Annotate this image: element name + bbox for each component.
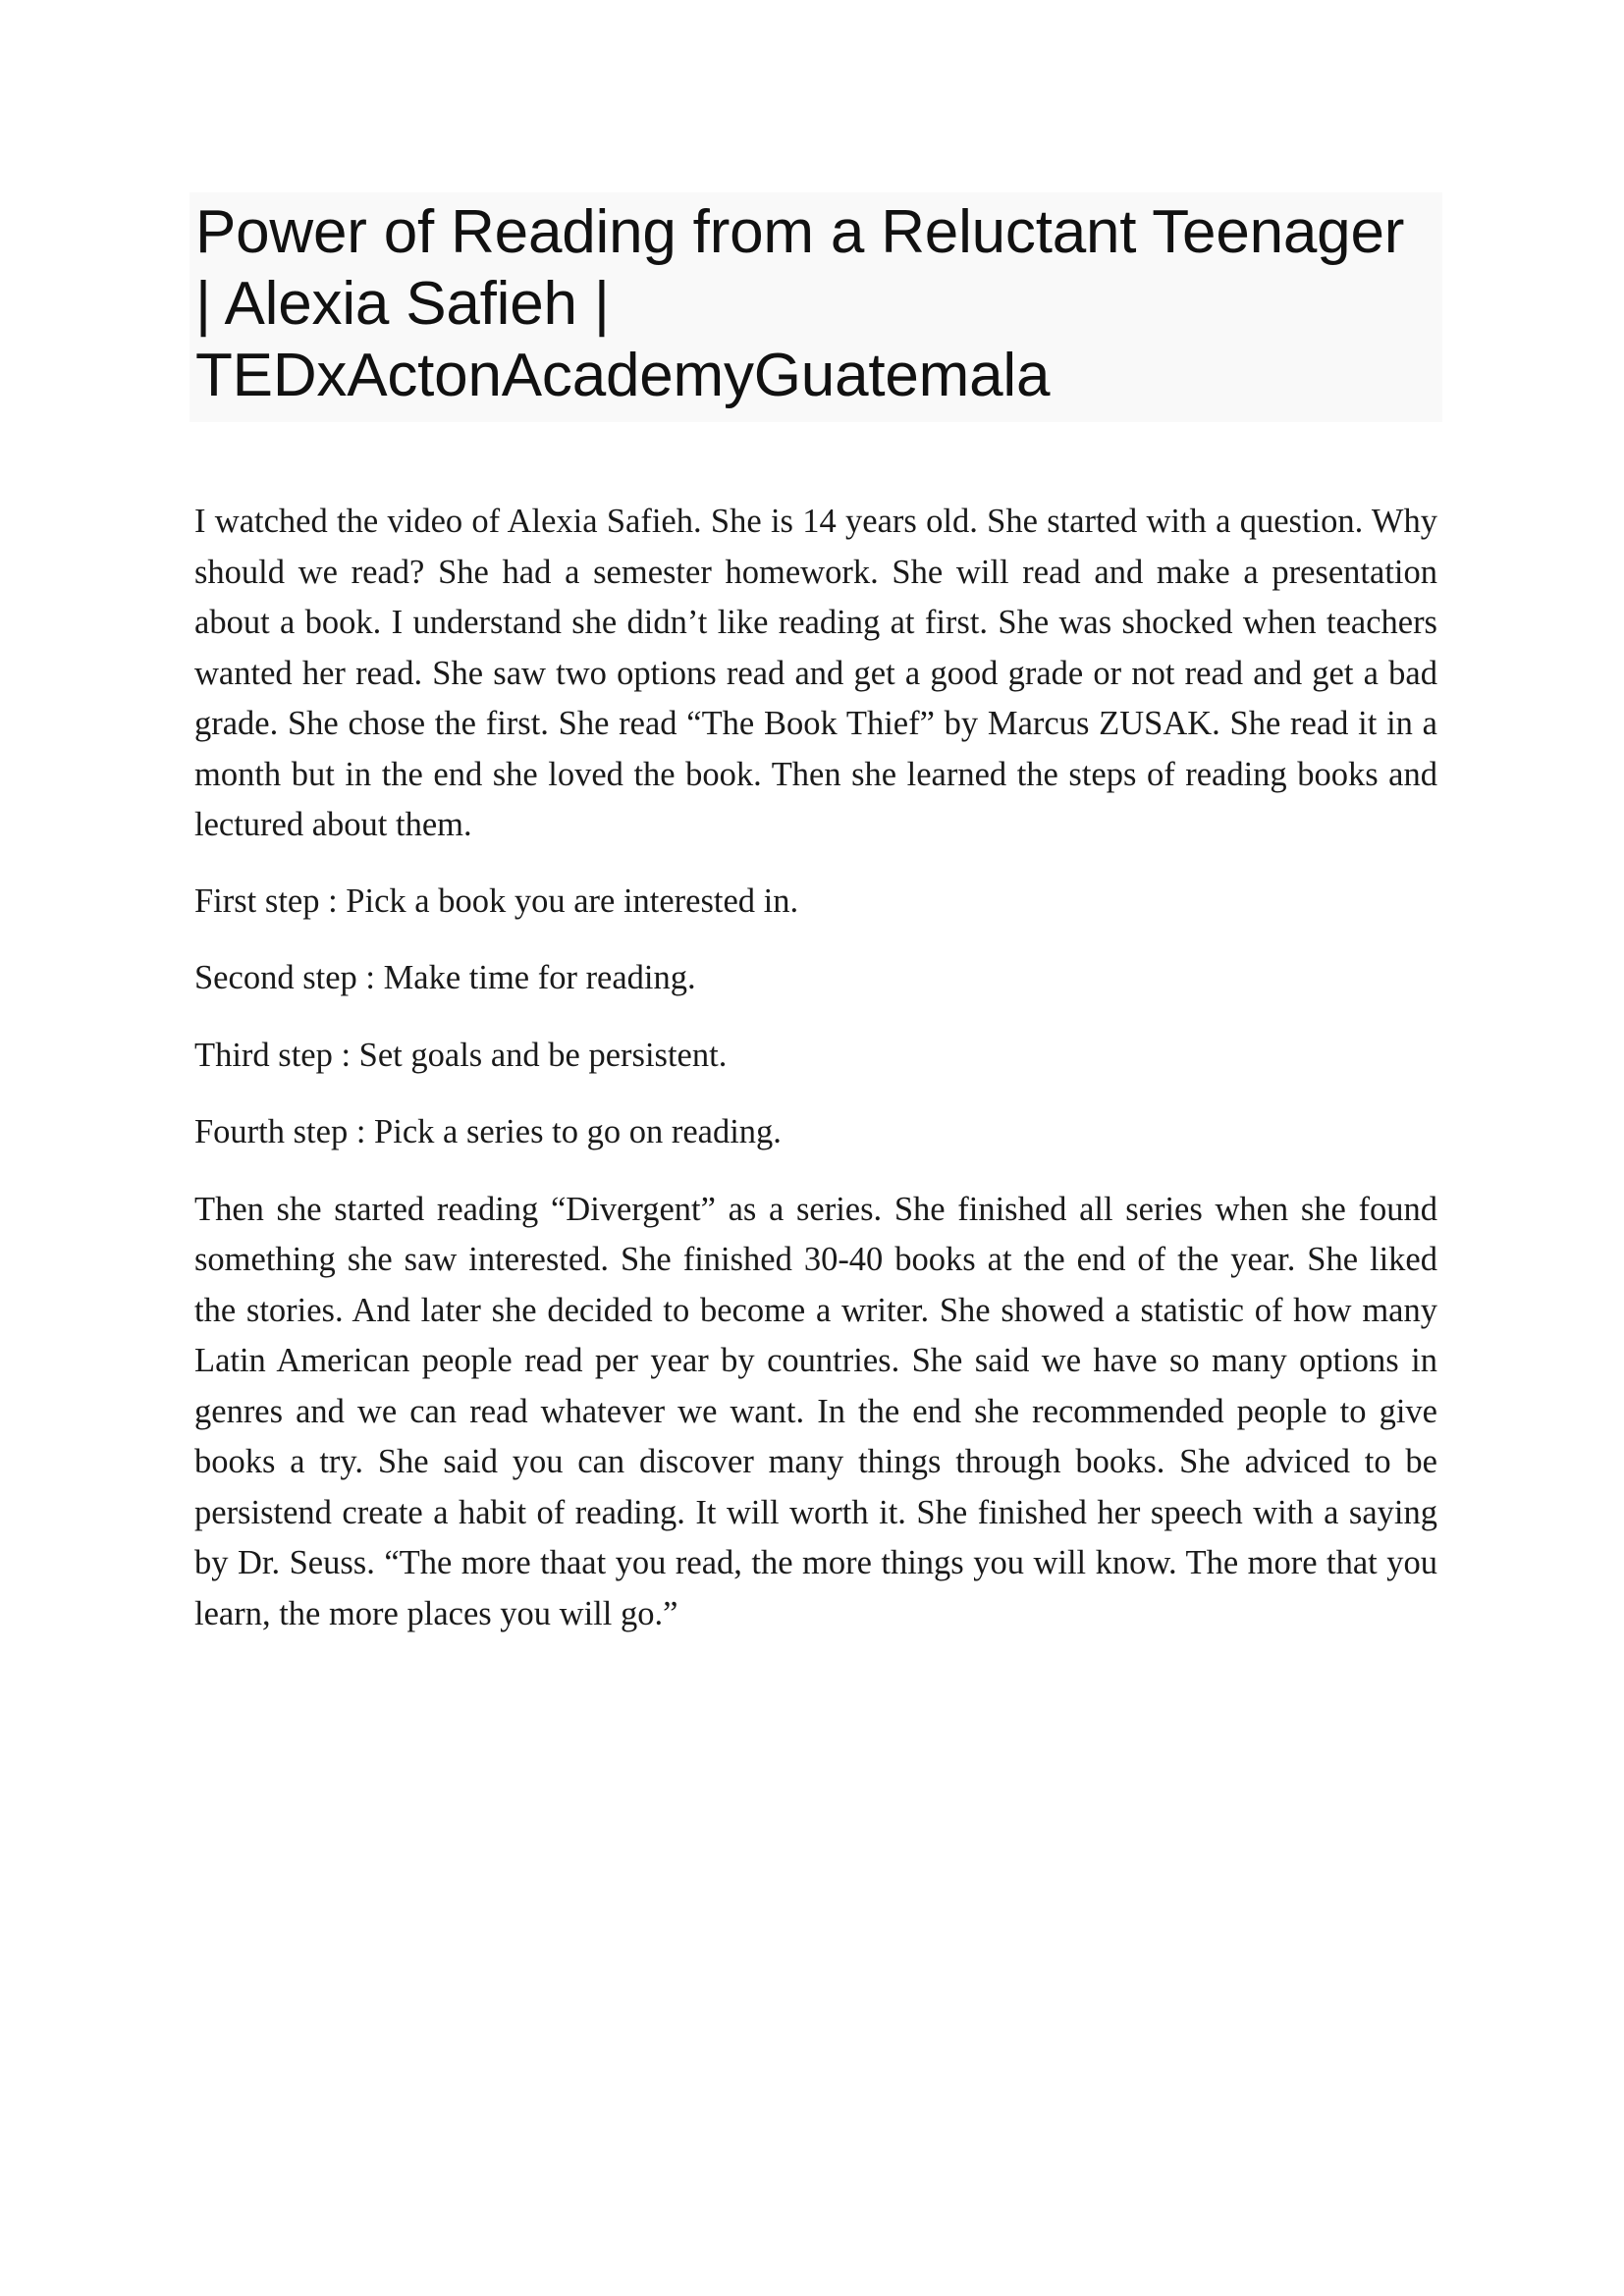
title-block <box>189 192 1442 422</box>
paragraph-fourth-step: Fourth step : Pick a series to go on reading. <box>194 1113 782 1150</box>
paragraph-conclusion: Then she started reading “Divergent” as a series. She finished all series when she found something she saw interested. She finished 30-40 books at the end of the year. She liked the stories. And later she decided to become a writer. She showed a statistic of how many Latin American people read per year by countries. She said we have so many options in genres and we can read whatever we want. In the end she recommended people to give books a try. She said you can discover many things through books. She adviced to be persistend create a habit of reading. It will worth it. She finished her speech with a saying by Dr. Seuss. “The more thaat you read, the more things you will know. The more that you learn, the more places you will go.” <box>194 1190 1437 1632</box>
paragraph-second-step: Second step : Make time for reading. <box>194 959 696 996</box>
document-body <box>194 497 1437 1665</box>
paragraph-first-step: First step : Pick a book you are interested in. <box>194 881 799 920</box>
paragraph-intro: I watched the video of Alexia Safieh. She is 14 years old. She started with a question. Why should we read? She had a semester homework. She will read and make a presentation about a book. I understand she didn’t like reading at first. She was shocked when teachers wanted her read. She saw two options read and get a good grade or not read and get a bad grade. She chose the first. She read “The Book Thief” by Marcus ZUSAK. She read it in a month but in the end she loved the book. Then she learned the steps of reading books and lectured about them. <box>194 503 1437 843</box>
paragraph-third-step: Third step : Set goals and be persistent. <box>194 1036 728 1074</box>
document-title: Power of Reading from a Reluctant Teenager | Alexia Safieh | TEDxActonAcademyGuatemala <box>195 198 1405 409</box>
